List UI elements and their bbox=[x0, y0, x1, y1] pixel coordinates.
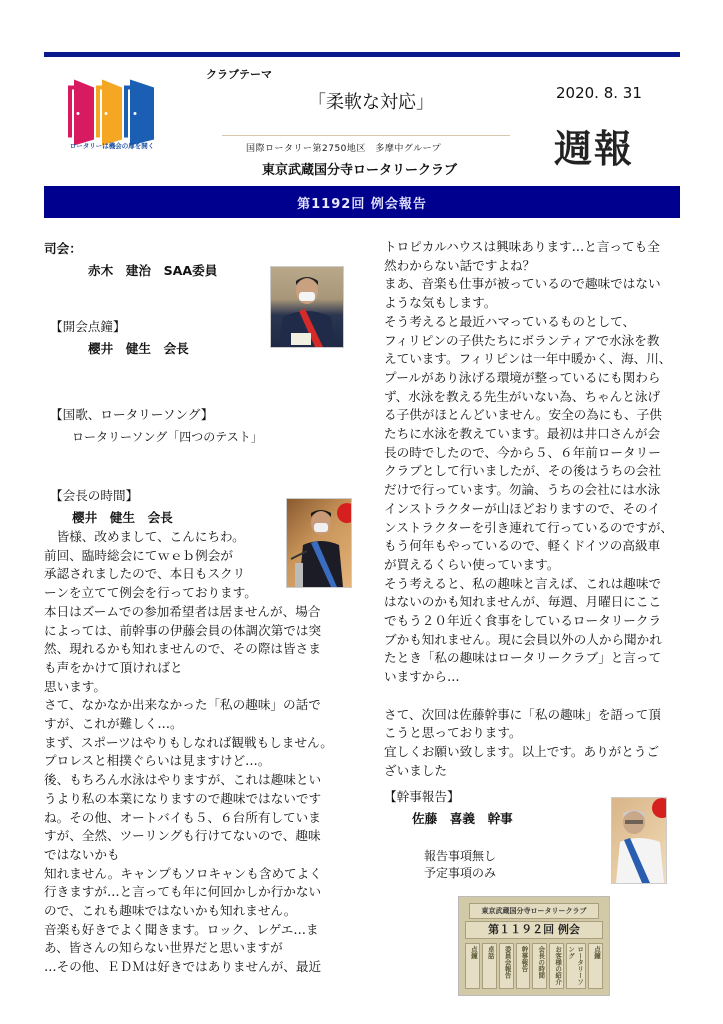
theme-label: クラブテーマ bbox=[206, 68, 272, 81]
board-meeting-number: 第１１９２回 例会 bbox=[465, 921, 603, 939]
speech-line: トロピカルハウスは興味あります…と言っても全 bbox=[384, 239, 660, 254]
speech-line: クラブとして行いましたが、その後はうちの会社 bbox=[384, 463, 662, 479]
mc-photo bbox=[270, 266, 344, 348]
publication-title: 週報 bbox=[554, 127, 635, 171]
mc-person: 赤木 建治 SAA委員 bbox=[88, 263, 218, 278]
secretary-item: 報告事項無し bbox=[424, 849, 497, 863]
speech-line: 長の時でしたので、今から５、６年前ロータリー bbox=[384, 444, 661, 460]
speech-line: ではないかも bbox=[44, 846, 120, 862]
logo-caption: ロータリーは機会の扉を開く bbox=[69, 142, 155, 150]
district-label: 国際ロータリー第2750地区 多摩中グループ bbox=[246, 144, 442, 154]
speech-line: フィリピンの子供たちにボランティアで水泳を教 bbox=[384, 332, 660, 348]
board-program-columns bbox=[465, 943, 603, 989]
person-photo-icon bbox=[612, 798, 666, 883]
speech-line: も声をかけて頂ければと bbox=[44, 659, 183, 675]
mc-heading: 司会： bbox=[44, 241, 82, 256]
person-photo-icon bbox=[271, 267, 343, 347]
speech-line: すが、全然、ツーリングも行けてないので、趣味 bbox=[44, 828, 321, 844]
anthem-detail: ロータリーソング「四つのテスト」 bbox=[72, 430, 263, 444]
speech-line: 承認されましたので、本日もスクリ bbox=[44, 566, 246, 582]
secretary-report-heading: 【幹事報告】 bbox=[384, 789, 460, 804]
president-speech-left bbox=[44, 528, 333, 977]
board-column: お客様の紹介 bbox=[549, 943, 564, 989]
speech-line: が買えるくらい使っています。 bbox=[384, 556, 560, 572]
meeting-report-banner bbox=[44, 186, 680, 218]
secretary-photo bbox=[611, 797, 667, 884]
speech-line: 本日はズームでの参加希望者は居ませんが、場合 bbox=[44, 603, 321, 619]
speech-line: まあ、音楽も仕事が被っているので趣味ではない bbox=[384, 276, 661, 292]
speech-line: まず、スポーツはやりもしなれば観戦もしません。 bbox=[44, 734, 333, 750]
speech-line: る子供がほとんどいません。安全の為にも、子供 bbox=[384, 407, 662, 423]
speech-line: そう考えると最近ハマっているものとして、 bbox=[384, 313, 636, 329]
speech-line: インストラクターが山ほどおりますので、そのイ bbox=[384, 500, 661, 516]
speech-line: 皆様、改めまして、こんにちわ。 bbox=[44, 529, 245, 544]
club-theme: 「柔軟な対応」 bbox=[308, 92, 434, 113]
anthem-heading: 【国歌、ロータリーソング】 bbox=[50, 407, 214, 422]
speech-line: 思います。 bbox=[44, 678, 106, 694]
speech-line: たとき「私の趣味はロータリークラブ」と言って bbox=[384, 650, 662, 666]
speech-line: ような気もします。 bbox=[384, 295, 497, 311]
speech-line: だけで行っています。勿論、うちの会社には水泳 bbox=[384, 482, 661, 498]
speech-line: ブかも知れません。現に会員以外の人から聞かれ bbox=[384, 631, 662, 647]
board-column: 点鐘 bbox=[588, 943, 603, 989]
opening-bell-person: 櫻井 健生 会長 bbox=[88, 341, 189, 356]
header-divider bbox=[222, 135, 510, 136]
speech-line: でもう２０年近く食事をしているロータリークラ bbox=[384, 613, 662, 629]
opening-bell-heading: 【開会点鐘】 bbox=[50, 319, 126, 334]
club-name: 東京武蔵国分寺ロータリークラブ bbox=[262, 163, 458, 178]
speech-line: さて、次回は佐藤幹事に「私の趣味」を語って頂 bbox=[384, 706, 661, 722]
speech-line: いますから… bbox=[384, 669, 460, 685]
speech-line: 後、もちろん水泳はやりますが、これは趣味とい bbox=[44, 772, 322, 788]
blank-line bbox=[384, 687, 673, 706]
speech-line: はないのかも知れませんが、毎週、月曜日にここ bbox=[384, 594, 662, 610]
speech-line: 宜しくお願い致します。以上です。ありがとうご bbox=[384, 743, 660, 759]
speech-line: 知れません。キャンプもソロキャンも含めてよく bbox=[44, 865, 322, 881]
board-column: 会長の時間 bbox=[532, 943, 547, 989]
speech-line: さて、なかなか出来なかった「私の趣味」の話で bbox=[44, 697, 321, 713]
speech-line: 然わからない話ですよね？ bbox=[384, 257, 536, 273]
speech-line: 行きますが…と言っても年に何回かしか行かない bbox=[44, 884, 322, 900]
speech-line: ね。その他、オートバイも５、６台所有していま bbox=[44, 809, 321, 825]
speech-line: そう考えると、私の趣味と言えば、これは趣味で bbox=[384, 575, 662, 591]
header-top-bar bbox=[44, 52, 680, 57]
speech-line: すが、これが難しく…。 bbox=[44, 716, 183, 732]
speech-line: プロレスと相撲ぐらいは見ますけど…。 bbox=[44, 753, 271, 769]
speech-line: ざいました bbox=[384, 762, 447, 778]
speech-line: …その他、ＥＤＭは好きではありませんが、最近 bbox=[44, 959, 322, 975]
secretary-item: 予定事項のみ bbox=[424, 866, 497, 880]
secretary-person: 佐藤 喜義 幹事 bbox=[412, 811, 513, 826]
president-person: 櫻井 健生 会長 bbox=[72, 510, 173, 525]
president-time-heading: 【会長の時間】 bbox=[50, 488, 139, 503]
issue-date: 2020. 8. 31 bbox=[556, 84, 642, 102]
speech-line: こうと思っております。 bbox=[384, 725, 522, 741]
speech-line: ず、水泳を教える先生がいない為、ちゃんと泳げ bbox=[384, 388, 661, 404]
speech-line: ので、これも趣味ではないかも知れません。 bbox=[44, 903, 297, 919]
speech-line: たちに水泳を教えています。最初は井口さんが会 bbox=[384, 426, 661, 442]
speech-line: ーンを立てて例会を行っております。 bbox=[44, 585, 257, 601]
speech-line: もう何年もやっているので、軽くドイツの高級車 bbox=[384, 538, 661, 554]
speech-line: 然、現れるかも知れませんので、その際は皆さま bbox=[44, 641, 321, 657]
meeting-board-photo bbox=[458, 896, 610, 996]
board-column: ロータリーソング bbox=[566, 943, 586, 989]
president-speech-right bbox=[384, 238, 673, 780]
speech-line: えています。フィリピンは一年中暖かく、海、川、 bbox=[384, 351, 672, 367]
speech-line: うより私の本業になりますので趣味ではないです bbox=[44, 790, 322, 806]
speech-line: プールがあり泳げる環境が整っているにも関わら bbox=[384, 369, 661, 385]
board-column: 委員会報告 bbox=[499, 943, 514, 989]
board-column: 幹事報告 bbox=[516, 943, 531, 989]
board-column: 卓話 bbox=[482, 943, 497, 989]
speech-line: ンストラクターを引き連れて行っているのですが、 bbox=[384, 519, 674, 535]
speech-line: によっては、前幹事の伊藤会員の体調次第では突 bbox=[44, 622, 322, 638]
board-column: 点鐘 bbox=[465, 943, 480, 989]
banner-title: 第1192回 例会報告 bbox=[297, 196, 427, 212]
speech-line: 音楽も好きでよく聞きます。ロック、レゲエ…ま bbox=[44, 921, 319, 937]
board-club-name: 東京武蔵国分寺ロータリークラブ bbox=[469, 903, 599, 919]
speech-line: あ、皆さんの知らない世界だと思いますが bbox=[44, 940, 283, 956]
speech-line: 前回、臨時総会にてｗｅｂ例会が bbox=[44, 547, 233, 563]
